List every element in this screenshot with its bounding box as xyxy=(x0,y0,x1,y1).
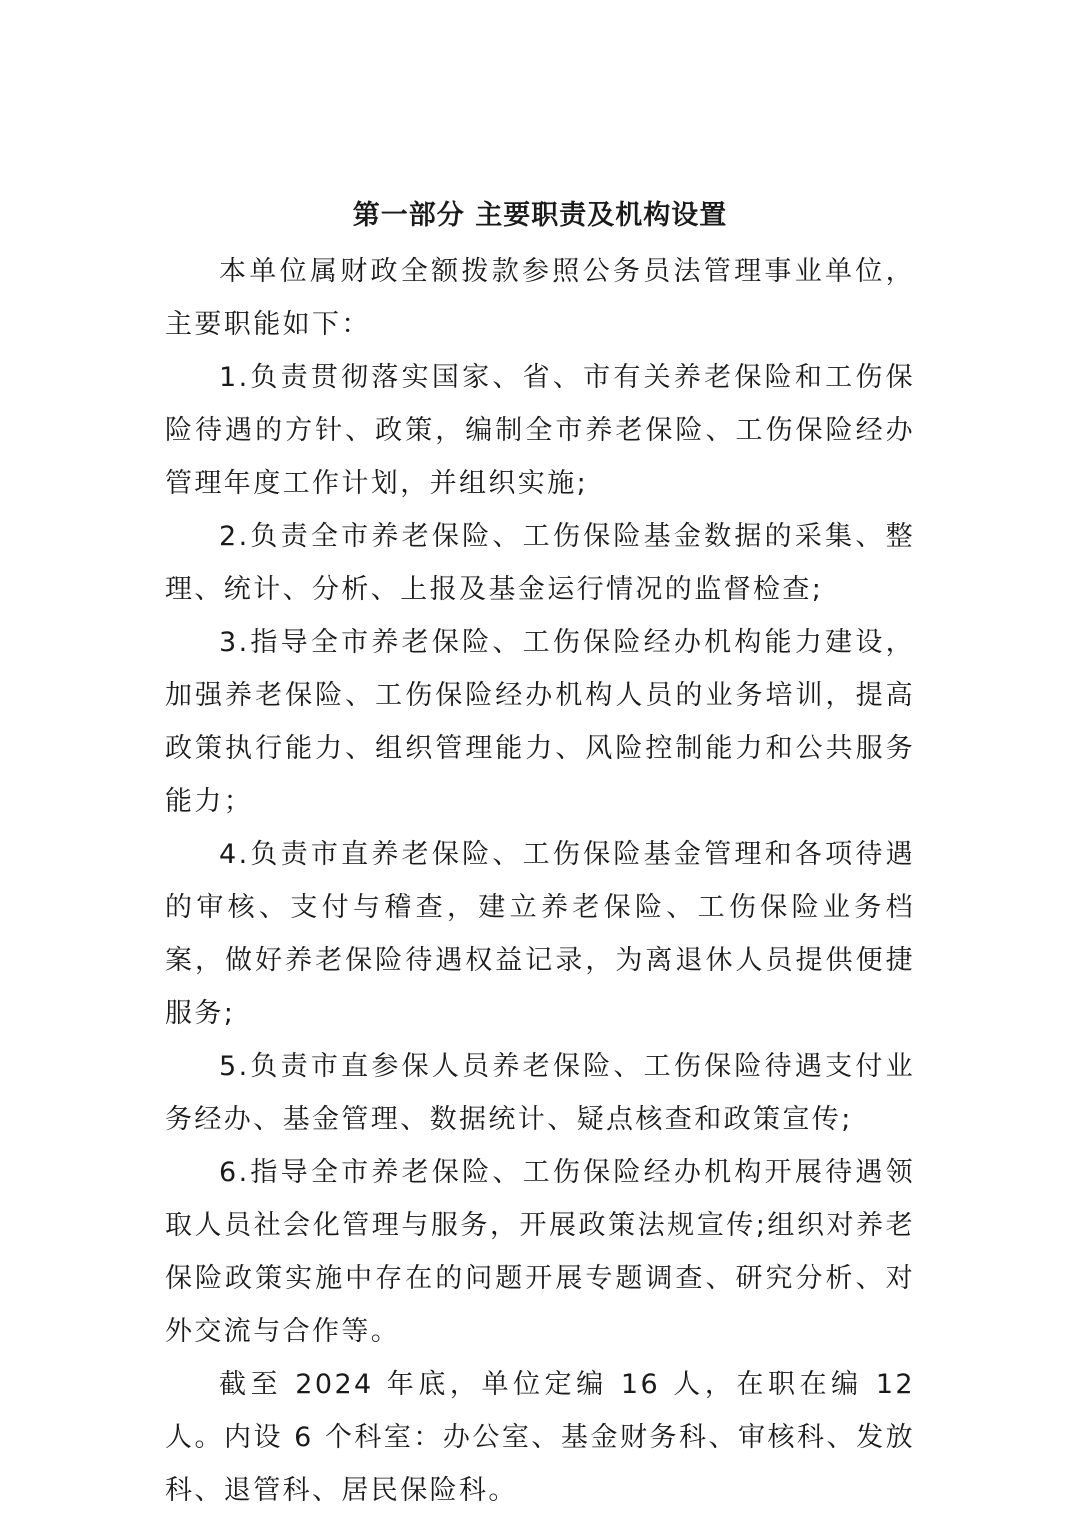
paragraph-duty-2: 2.负责全市养老保险、工伤保险基金数据的采集、整理、统计、分析、上报及基金运行情况的监督检查; xyxy=(165,521,915,605)
paragraph-duty-3: 3.指导全市养老保险、工伤保险经办机构能力建设，加强养老保险、工伤保险经办机构人员的业务培训，提高政策执行能力、组织管理能力、风险控制能力和公共服务能力； xyxy=(165,627,915,817)
paragraph-staffing: 截至 2024 年底，单位定编 16 人，在职在编 12 人。内设 6 个科室：办公室、基金财务科、审核科、发放科、退管科、居民保险科。 xyxy=(165,1369,915,1506)
section-title: 第一部分 主要职责及机构设置 xyxy=(352,200,728,231)
paragraph-duty-4: 4.负责市直养老保险、工伤保险基金管理和各项待遇的审核、支付与稽查，建立养老保险、工伤保险业务档案，做好养老保险待遇权益记录，为离退休人员提供便捷服务; xyxy=(165,839,915,1029)
paragraph-duty-1: 1.负责贯彻落实国家、省、市有关养老保险和工伤保险待遇的方针、政策，编制全市养老保险、工伤保险经办管理年度工作计划，并组织实施; xyxy=(165,362,915,499)
paragraph-intro: 本单位属财政全额拨款参照公务员法管理事业单位，主要职能如下： xyxy=(165,256,915,340)
paragraph-duty-5: 5.负责市直参保人员养老保险、工伤保险待遇支付业务经办、基金管理、数据统计、疑点核查和政策宣传; xyxy=(165,1051,915,1135)
document-body xyxy=(165,193,915,1517)
paragraph-duty-6: 6.指导全市养老保险、工伤保险经办机构开展待遇领取人员社会化管理与服务，开展政策法规宣传;组织对养老保险政策实施中存在的问题开展专题调查、研究分析、对外交流与合作等。 xyxy=(165,1157,915,1347)
